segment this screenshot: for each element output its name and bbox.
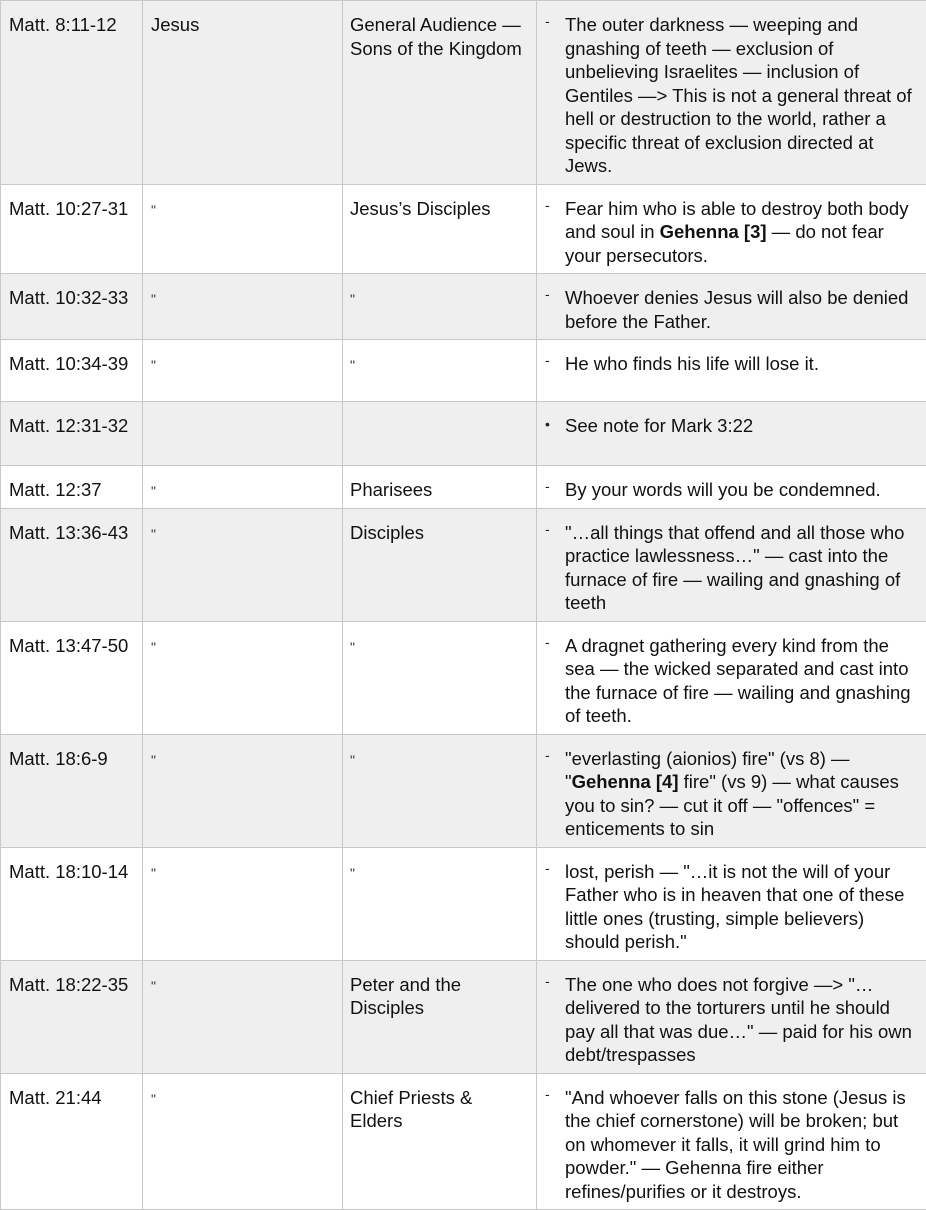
dash-icon: - bbox=[545, 1086, 565, 1102]
audience-cell bbox=[343, 734, 537, 847]
speaker-cell bbox=[143, 1073, 343, 1210]
speaker-text: " bbox=[151, 202, 156, 218]
dash-icon: - bbox=[545, 521, 565, 537]
table-row bbox=[1, 734, 926, 847]
note-cell bbox=[537, 466, 926, 509]
dash-icon: - bbox=[545, 634, 565, 650]
speaker-cell bbox=[143, 847, 343, 960]
note-text bbox=[565, 13, 920, 178]
speaker-text: Jesus bbox=[151, 14, 199, 35]
table-row bbox=[1, 508, 926, 621]
note-item bbox=[545, 973, 920, 1067]
speaker-cell bbox=[143, 402, 343, 466]
speaker-text: " bbox=[151, 291, 156, 307]
note-text bbox=[565, 478, 920, 502]
dash-icon: - bbox=[545, 197, 565, 213]
speaker-text: " bbox=[151, 526, 156, 542]
note-item bbox=[545, 414, 920, 438]
note-item bbox=[545, 197, 920, 268]
passage-reference: Matt. 13:47-50 bbox=[1, 621, 143, 734]
note-cell bbox=[537, 274, 926, 340]
note-segment: fire" (vs 9) — what causes you to sin? — cut it off — "offences" = enticements to sin bbox=[565, 771, 899, 839]
audience-text: " bbox=[350, 865, 355, 881]
speaker-text: " bbox=[151, 1091, 156, 1107]
speaker-cell bbox=[143, 466, 343, 509]
table-row bbox=[1, 340, 926, 402]
note-segment: "And whoever falls on this stone (Jesus is the chief cornerstone) will be broken; but on whomever it falls, it will grind him to powder." — Gehenna fire either refines/purifies or it destroys. bbox=[565, 1087, 906, 1202]
passage-reference: Matt. 13:36-43 bbox=[1, 508, 143, 621]
note-text bbox=[565, 860, 920, 954]
note-segment: lost, perish — "…it is not the will of your Father who is in heaven that one of these little ones (trusting, simple believers) should perish." bbox=[565, 861, 904, 953]
audience-text: " bbox=[350, 639, 355, 655]
note-segment: Fear him who is able to destroy both body and soul in bbox=[565, 198, 908, 243]
table-row bbox=[1, 274, 926, 340]
passage-reference: Matt. 10:27-31 bbox=[1, 184, 143, 274]
table-row bbox=[1, 621, 926, 734]
audience-cell bbox=[343, 184, 537, 274]
passage-reference: Matt. 12:31-32 bbox=[1, 402, 143, 466]
note-cell bbox=[537, 340, 926, 402]
note-cell bbox=[537, 508, 926, 621]
note-cell bbox=[537, 847, 926, 960]
audience-cell bbox=[343, 402, 537, 466]
speaker-cell bbox=[143, 340, 343, 402]
note-segment: He who finds his life will lose it. bbox=[565, 353, 819, 374]
note-text bbox=[565, 1086, 920, 1204]
table-row bbox=[1, 1, 926, 185]
note-item bbox=[545, 634, 920, 728]
note-item bbox=[545, 747, 920, 841]
audience-cell bbox=[343, 960, 537, 1073]
speaker-cell bbox=[143, 274, 343, 340]
note-cell bbox=[537, 402, 926, 466]
bullet-icon: • bbox=[545, 414, 565, 434]
dash-icon: - bbox=[545, 747, 565, 763]
table-row bbox=[1, 466, 926, 509]
speaker-cell bbox=[143, 508, 343, 621]
note-emphasis: Gehenna [3] bbox=[660, 221, 767, 242]
table-row bbox=[1, 1073, 926, 1210]
dash-icon: - bbox=[545, 478, 565, 494]
note-text bbox=[565, 286, 920, 333]
speaker-text: " bbox=[151, 483, 156, 499]
note-segment: See note for Mark 3:22 bbox=[565, 415, 753, 436]
dash-icon: - bbox=[545, 286, 565, 302]
note-text bbox=[565, 352, 920, 376]
note-item bbox=[545, 860, 920, 954]
note-segment: A dragnet gathering every kind from the sea — the wicked separated and cast into the furnace of fire — wailing and gnashing of teeth. bbox=[565, 635, 911, 727]
speaker-text: " bbox=[151, 978, 156, 994]
table-row bbox=[1, 847, 926, 960]
note-segment: "everlasting (aionios) fire" (vs 8) — " bbox=[565, 748, 850, 793]
note-text bbox=[565, 747, 920, 841]
note-cell bbox=[537, 960, 926, 1073]
note-cell bbox=[537, 1073, 926, 1210]
passage-reference: Matt. 21:44 bbox=[1, 1073, 143, 1210]
note-item bbox=[545, 1086, 920, 1204]
audience-cell bbox=[343, 508, 537, 621]
speaker-text: " bbox=[151, 865, 156, 881]
passage-reference: Matt. 10:32-33 bbox=[1, 274, 143, 340]
note-item bbox=[545, 13, 920, 178]
note-cell bbox=[537, 184, 926, 274]
passage-reference: Matt. 18:10-14 bbox=[1, 847, 143, 960]
note-item bbox=[545, 352, 920, 376]
passage-reference: Matt. 18:22-35 bbox=[1, 960, 143, 1073]
table-row bbox=[1, 402, 926, 466]
note-segment: "…all things that offend and all those who practice lawlessness…" — cast into the furnace of fire — wailing and gnashing of teeth bbox=[565, 522, 904, 614]
audience-text: Pharisees bbox=[350, 479, 432, 500]
note-emphasis: Gehenna [4] bbox=[572, 771, 679, 792]
speaker-text: " bbox=[151, 639, 156, 655]
audience-cell bbox=[343, 621, 537, 734]
passage-reference: Matt. 10:34-39 bbox=[1, 340, 143, 402]
speaker-cell bbox=[143, 960, 343, 1073]
note-segment: Whoever denies Jesus will also be denied before the Father. bbox=[565, 287, 908, 332]
note-cell bbox=[537, 734, 926, 847]
audience-cell bbox=[343, 1073, 537, 1210]
audience-cell bbox=[343, 466, 537, 509]
note-segment: The outer darkness — weeping and gnashing of teeth — exclusion of unbelieving Israelites — inclusion of Gentiles —> This is not a general threat of hell or destruction to the world, rather a specific threat of exclusion directed at Jews. bbox=[565, 14, 912, 176]
note-text bbox=[565, 634, 920, 728]
passage-reference: Matt. 18:6-9 bbox=[1, 734, 143, 847]
dash-icon: - bbox=[545, 860, 565, 876]
audience-cell bbox=[343, 1, 537, 185]
speaker-cell bbox=[143, 1, 343, 185]
table-body bbox=[1, 1, 926, 1210]
audience-text: " bbox=[350, 291, 355, 307]
speaker-cell bbox=[143, 621, 343, 734]
speaker-cell bbox=[143, 184, 343, 274]
audience-text: Jesus’s Disciples bbox=[350, 198, 491, 219]
audience-text: " bbox=[350, 357, 355, 373]
audience-text: Disciples bbox=[350, 522, 424, 543]
note-cell bbox=[537, 621, 926, 734]
audience-cell bbox=[343, 340, 537, 402]
passage-reference: Matt. 12:37 bbox=[1, 466, 143, 509]
audience-text: Chief Priests & Elders bbox=[350, 1087, 472, 1132]
audience-text: " bbox=[350, 752, 355, 768]
audience-cell bbox=[343, 847, 537, 960]
note-text bbox=[565, 414, 920, 438]
note-item bbox=[545, 478, 920, 502]
note-segment: — do not fear your persecutors. bbox=[565, 221, 884, 266]
dash-icon: - bbox=[545, 13, 565, 29]
note-segment: The one who does not forgive —> "…delivered to the torturers until he should pay all that was due…" — paid for his own debt/trespasses bbox=[565, 974, 912, 1066]
note-segment: By your words will you be condemned. bbox=[565, 479, 881, 500]
dash-icon: - bbox=[545, 973, 565, 989]
table-row bbox=[1, 960, 926, 1073]
note-text bbox=[565, 973, 920, 1067]
note-cell bbox=[537, 1, 926, 185]
speaker-cell bbox=[143, 734, 343, 847]
audience-cell bbox=[343, 274, 537, 340]
speaker-text: " bbox=[151, 752, 156, 768]
note-text bbox=[565, 521, 920, 615]
note-item bbox=[545, 286, 920, 333]
dash-icon: - bbox=[545, 352, 565, 368]
table-row bbox=[1, 184, 926, 274]
note-text bbox=[565, 197, 920, 268]
note-item bbox=[545, 521, 920, 615]
passage-reference: Matt. 8:11-12 bbox=[1, 1, 143, 185]
speaker-text: " bbox=[151, 357, 156, 373]
audience-text: General Audience — Sons of the Kingdom bbox=[350, 14, 522, 59]
audience-text: Peter and the Disciples bbox=[350, 974, 461, 1019]
